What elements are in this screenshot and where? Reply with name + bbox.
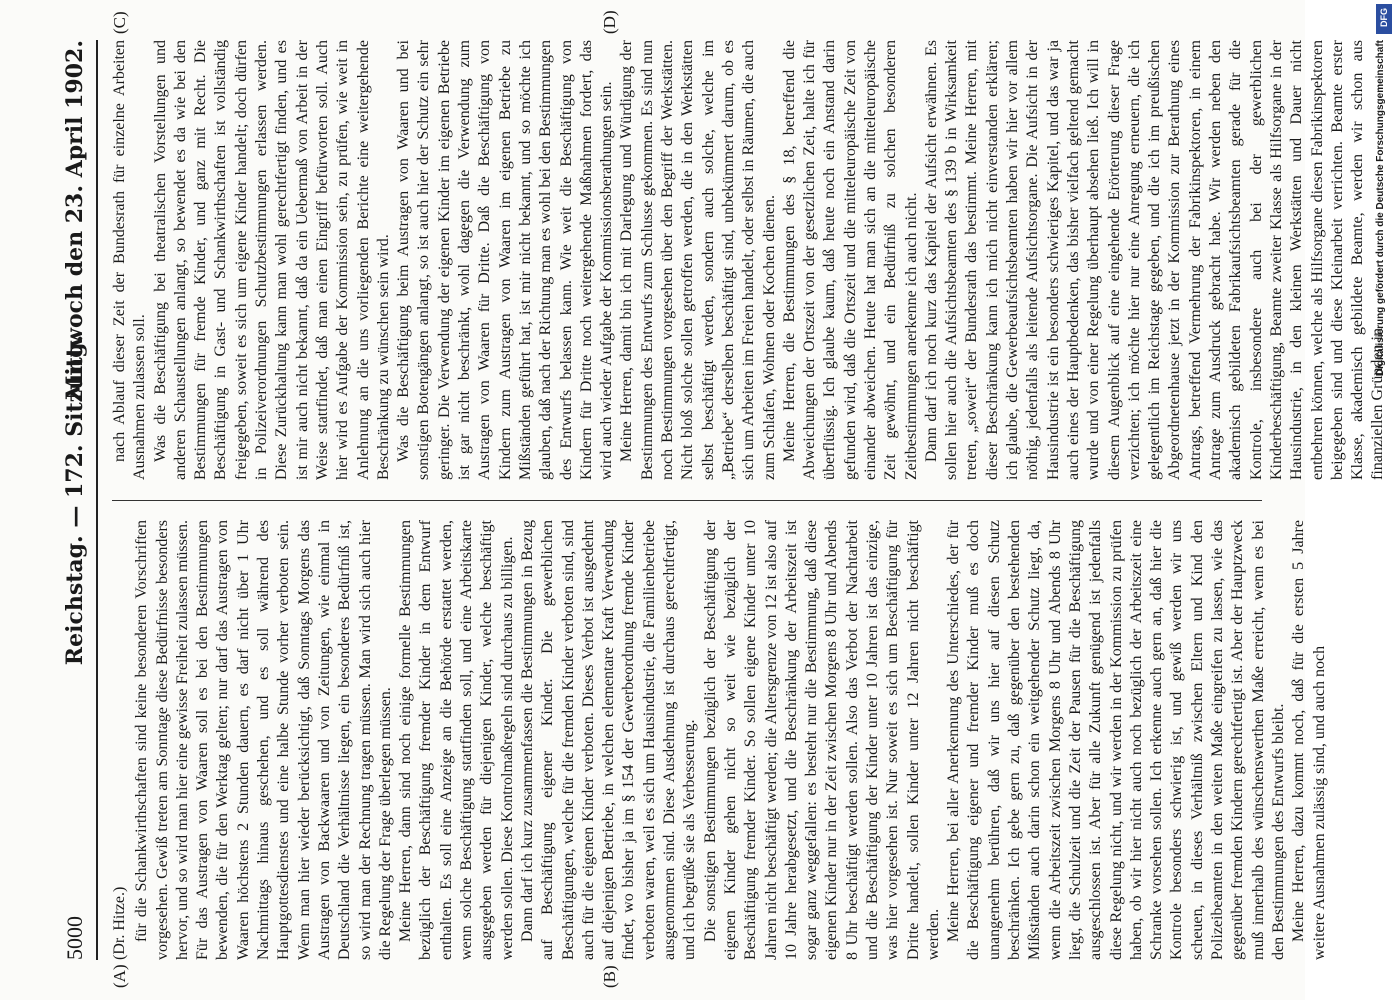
page-header <box>60 40 98 960</box>
paragraph: für die Schankwirthschaften sind keine besonderen Vorschriften vorgesehen. Gewiß treten am Sonntage diese Bedürfnisse besonders hervor, und so wird man hier eine gewisse Freiheit zulassen müssen. Für das Austragen von Waaren soll es bei den Bestimmungen bewenden, die für den Werktag gelten; nur darf das Austragen von Waaren höchstens 2 Stunden dauern, es darf nicht über 1 Uhr Nachmittags hinaus geschehen, und es soll während des Hauptgottesdienstes und eine halbe Stunde vorher verboten sein. Wenn man hier wieder berücksichtigt, daß Sonntags Morgens das Austragen von Backwaaren und von Zeitungen, wie einmal in Deutschland die Verhältnisse liegen, ein besonderes Bedürfniß ist, so wird man der Rechnung tragen müssen. Man wird sich auch hier die Regelung der Frage überlegen müssen. <box>133 520 394 960</box>
paragraph: Dann darf ich noch kurz das Kapitel der Aufsicht erwähnen. Es sollen hier auch die Aufsichtsbeamten des § 139 b in Wirksamkeit treten, „soweit“ der Bundesrath das bestimmt. Meine Herren, mit dieser Beschränkung kann ich mich nicht einverstanden erklären; ich glaube, die Gewerbeaufsichtsbeamten haben wir hier vor allem nöthig, jedenfalls als leitende Aufsichtsorgane. Die Aufsicht in der Hausindustrie ist ein besonders schwieriges Kapitel, und das war ja auch eines der Hauptbedenken, das bisher vielfach geltend gemacht wurde und von einer Regelung überhaupt absehen ließ. Ich will in diesem Augenblick auf eine eingehende Erörterung dieser Frage verzichten; ich möchte hier nur eine Anregung erneuern, die ich gelegentlich im Reichstage gegeben, und die ich im preußischen Abgeordnetenhause jetzt in der Kommission zur Berathung eines Antrags, betreffend Vermehrung der Fabrikinspektoren, in einem Antrage zum Ausdruck gebracht habe. Wir werden neben den akademisch gebildeten Fabrikaufsichtsbeamten gerade für die Kontrole, insbesondere auch bei der gewerblichen Kinderbeschäftigung, Beamte zweiter Klasse als Hilfsorgane in der Hausindustrie, in den kleinen Werkstätten und Dauer nicht entbehren können, welche als Hilfsorgane diesen Fabrikinspektoren beigegeben sind und diese Kleinarbeit verrichten. Beamte erster Klasse, akademisch gebildete Beamte, werden wir schon aus finanziellen Gründen in <box>922 40 1387 480</box>
paragraph: Meine Herren, dann sind noch einige formelle Bestimmungen bezüglich der Beschäftigung fremder Kinder in dem Entwurf enthalten. Es soll eine Anzeige an die Behörde erstattet werden, wenn solche Beschäftigung stattfinden soll, und eine Arbeitskarte ausgegeben werden für diejenigen Kinder, welche beschäftigt werden sollen. Diese Kontrolmaßregeln sind durchaus zu billigen. <box>397 520 516 960</box>
paragraph: Was die Beschäftigung beim Austragen von Waaren und bei sonstigen Botengängen anlangt, so ist auch hier der Schutz ein sehr geringer. Die Verwendung der eigenen Kinder im eigenen Betriebe ist gar nicht beschränkt, wohl dagegen die Verwendung zum Austragen von Waaren für Dritte. Daß die Beschäftigung von Kindern zum Austragen von Waaren im eigenen Betriebe zu Mißständen geführt hat, ist mir nicht bekannt, und so möchte ich glauben, daß nach der Richtung man es wohl bei den Bestimmungen des Entwurfs belassen kann. Wie weit die Beschäftigung von Kindern für Dritte noch weitergehende Maßnahmen fordert, das wird auch wieder Aufgabe der Kommissionsberathungen sein. <box>395 40 616 480</box>
dfg-logo-text: DFG <box>1379 8 1389 27</box>
paragraph: Was die Beschäftigung bei theatralischen Vorstellungen und anderen Schaustellungen anlangt, so bewendet es da wie bei den Bestimmungen für fremde Kinder, und ganz mit Recht. Die Beschäftigung in Gast- und Schankwirthschaften ist vollständig freigegeben, soweit es sich um eigene Kinder handelt; doch dürfen in Polizeiverordnungen Schutzbestimmungen erlassen werden. Diese Zurückhaltung kann man wohl gerechtfertigt finden, und es ist mir auch nicht bekannt, daß da ein Uebermaß von Arbeit in der Weise stattfindet, daß man einen Eingriff befürworten soll. Auch hier wird es Aufgabe der Kommission sein, zu prüfen, wie weit in Anlehnung an die uns vorliegenden Berichte eine weitergehende Beschränkung zu wünschen sein wird. <box>151 40 392 480</box>
session-date: Mittwoch den 23. April 1902. <box>62 40 88 400</box>
paragraph: Dann darf ich kurz zusammenfassen die Bestimmungen in Bezug auf Beschäftigung eigener Kinder. Die gewerblichen Beschäftigungen, welche für die fremden Kinder verboten sind, sind auch für die eigenen Kinder verboten. Dieses Verbot ist ausgedehnt auf diejenigen Betriebe, in welchen elementare Kraft Verwendung findet, wo bisher ja im § 154 der Gewerbeordnung fremde Kinder verboten waren, weil es sich um Hausindustrie, die Familienbetriebe ausgenommen sind. Diese Ausdehnung ist durchaus gerechtfertigt, und ich begrüße sie als Verbesserung. <box>518 520 699 960</box>
column-divider <box>112 500 1262 501</box>
speaker-name: (Dr. Hitze.) <box>111 886 128 960</box>
paragraph: nach Ablauf dieser Zeit der Bundesrath für einzelne Arbeiten Ausnahmen zulassen soll. <box>111 40 149 480</box>
margin-marker-a: (A) <box>110 964 129 988</box>
margin-marker-c: (C) <box>110 11 129 34</box>
margin-marker-b: (B) <box>600 965 619 988</box>
margin-marker-d: (D) <box>600 10 619 34</box>
paragraph: Meine Herren, damit bin ich mit Darlegung und Würdigung der Bestimmungen des Entwurfs zum Schlusse gekommen. Es sind nun noch Bestimmungen vorgesehen über den Begriff der Werkstätten. Nicht bloß solche sollen getroffen werden, die in den Werkstätten selbst beschäftigt werden, sondern auch solche, welche im „Betriebe“ derselben beschäftigt sind, unbekümmert darum, ob es sich um Arbeiten im Freien handelt, oder selbst in Räumen, die auch zum Schlafen, Wohnen oder Kochen dienen. <box>618 40 778 480</box>
digitization-note <box>1366 0 1396 1000</box>
paragraph: Meine Herren, bei aller Anerkennung des Unterschiedes, der für die Beschäftigung eigener und fremder Kinder muß es doch unangenehm berühren, daß wir uns hier auf diesen Schutz beschränken. Ich gebe gern zu, daß gegenüber den bestehenden Mißständen auch darin schon ein weitgehender Schutz liegt, da, wenn die Arbeitszeit zwischen Morgens 8 Uhr und Abends 8 Uhr liegt, die Schulzeit und die Zeit der Pausen für die Beschäftigung ausgeschlossen ist. Aber für alle Zukunft genügend ist jedenfalls diese Regelung nicht, und wir werden in der Kommission zu prüfen haben, ob wir hier nicht auch noch bezüglich der Arbeitszeit eine Schranke vorsehen sollen. Ich erkenne auch gern an, daß hier die Kontrole besonders schwierig ist, und gewiß werden wir uns scheuen, in dieses Verhältniß zwischen Eltern und Kind den Polizeibeamten in den weiten Maße eingreifen zu lassen, wie das gegenüber fremden Kindern gerechtfertigt ist. Aber der Hauptzweck muß innerhalb des wünschenswerthen Maße erreicht, wenn es bei den Bestimmungen des Entwurfs bleibt. <box>945 520 1287 960</box>
paragraph: Meine Herren, dazu kommt noch, daß für die ersten 5 Jahre weitere Ausnahmen zulässig sind, und auch noch <box>1290 520 1328 960</box>
paragraph: Meine Herren, die Bestimmungen des § 18, betreffend die Abweichungen der Ortszeit von der gesetzlichen Zeit, halte ich für überflüssig. Ich glaube kaum, daß heute noch ein Anstand darin gefunden wird, daß die Ortszeit und die mitteleuropäische Zeit von einander abweichen. Heute hat man sich an die mitteleuropäische Zeit gewöhnt, und ein Bedürfniß zu solchen besonderen Zeitbestimmungen anerkenne ich auch nicht. <box>780 40 920 480</box>
digitization-credit: Digitalisierung gefördert durch die Deutsche Forschungsgemeinschaft <box>1375 40 1386 377</box>
page-number: 5000 <box>62 916 87 960</box>
paragraph: Die sonstigen Bestimmungen bezüglich der Beschäftigung der eigenen Kinder gehen nicht so weit wie bezüglich der Beschäftigung fremder Kinder. So sollen eigene Kinder unter 10 Jahren nicht beschäftigt werden; die Altersgrenze von 12 ist also auf 10 Jahre herabgesetzt, und die Beschränkung der Arbeitszeit ist sogar ganz weggefallen: es besteht nur die Bestimmung, daß diese eigenen Kinder nur in der Zeit zwischen Morgens 8 Uhr und Abends 8 Uhr beschäftigt werden sollen. Also das Verbot der Nachtarbeit und die Beschäftigung der Kinder unter 10 Jahren ist das einzige, was hier vorgesehen ist. Nur soweit es sich um Beschäftigung für Dritte handelt, sollen Kinder unter 12 Jahren nicht beschäftigt werden. <box>701 520 942 960</box>
left-text-column <box>110 520 1328 960</box>
dfg-logo-icon <box>1376 4 1392 34</box>
page-title: Reichstag. — 172. Sitzung. <box>62 334 88 666</box>
